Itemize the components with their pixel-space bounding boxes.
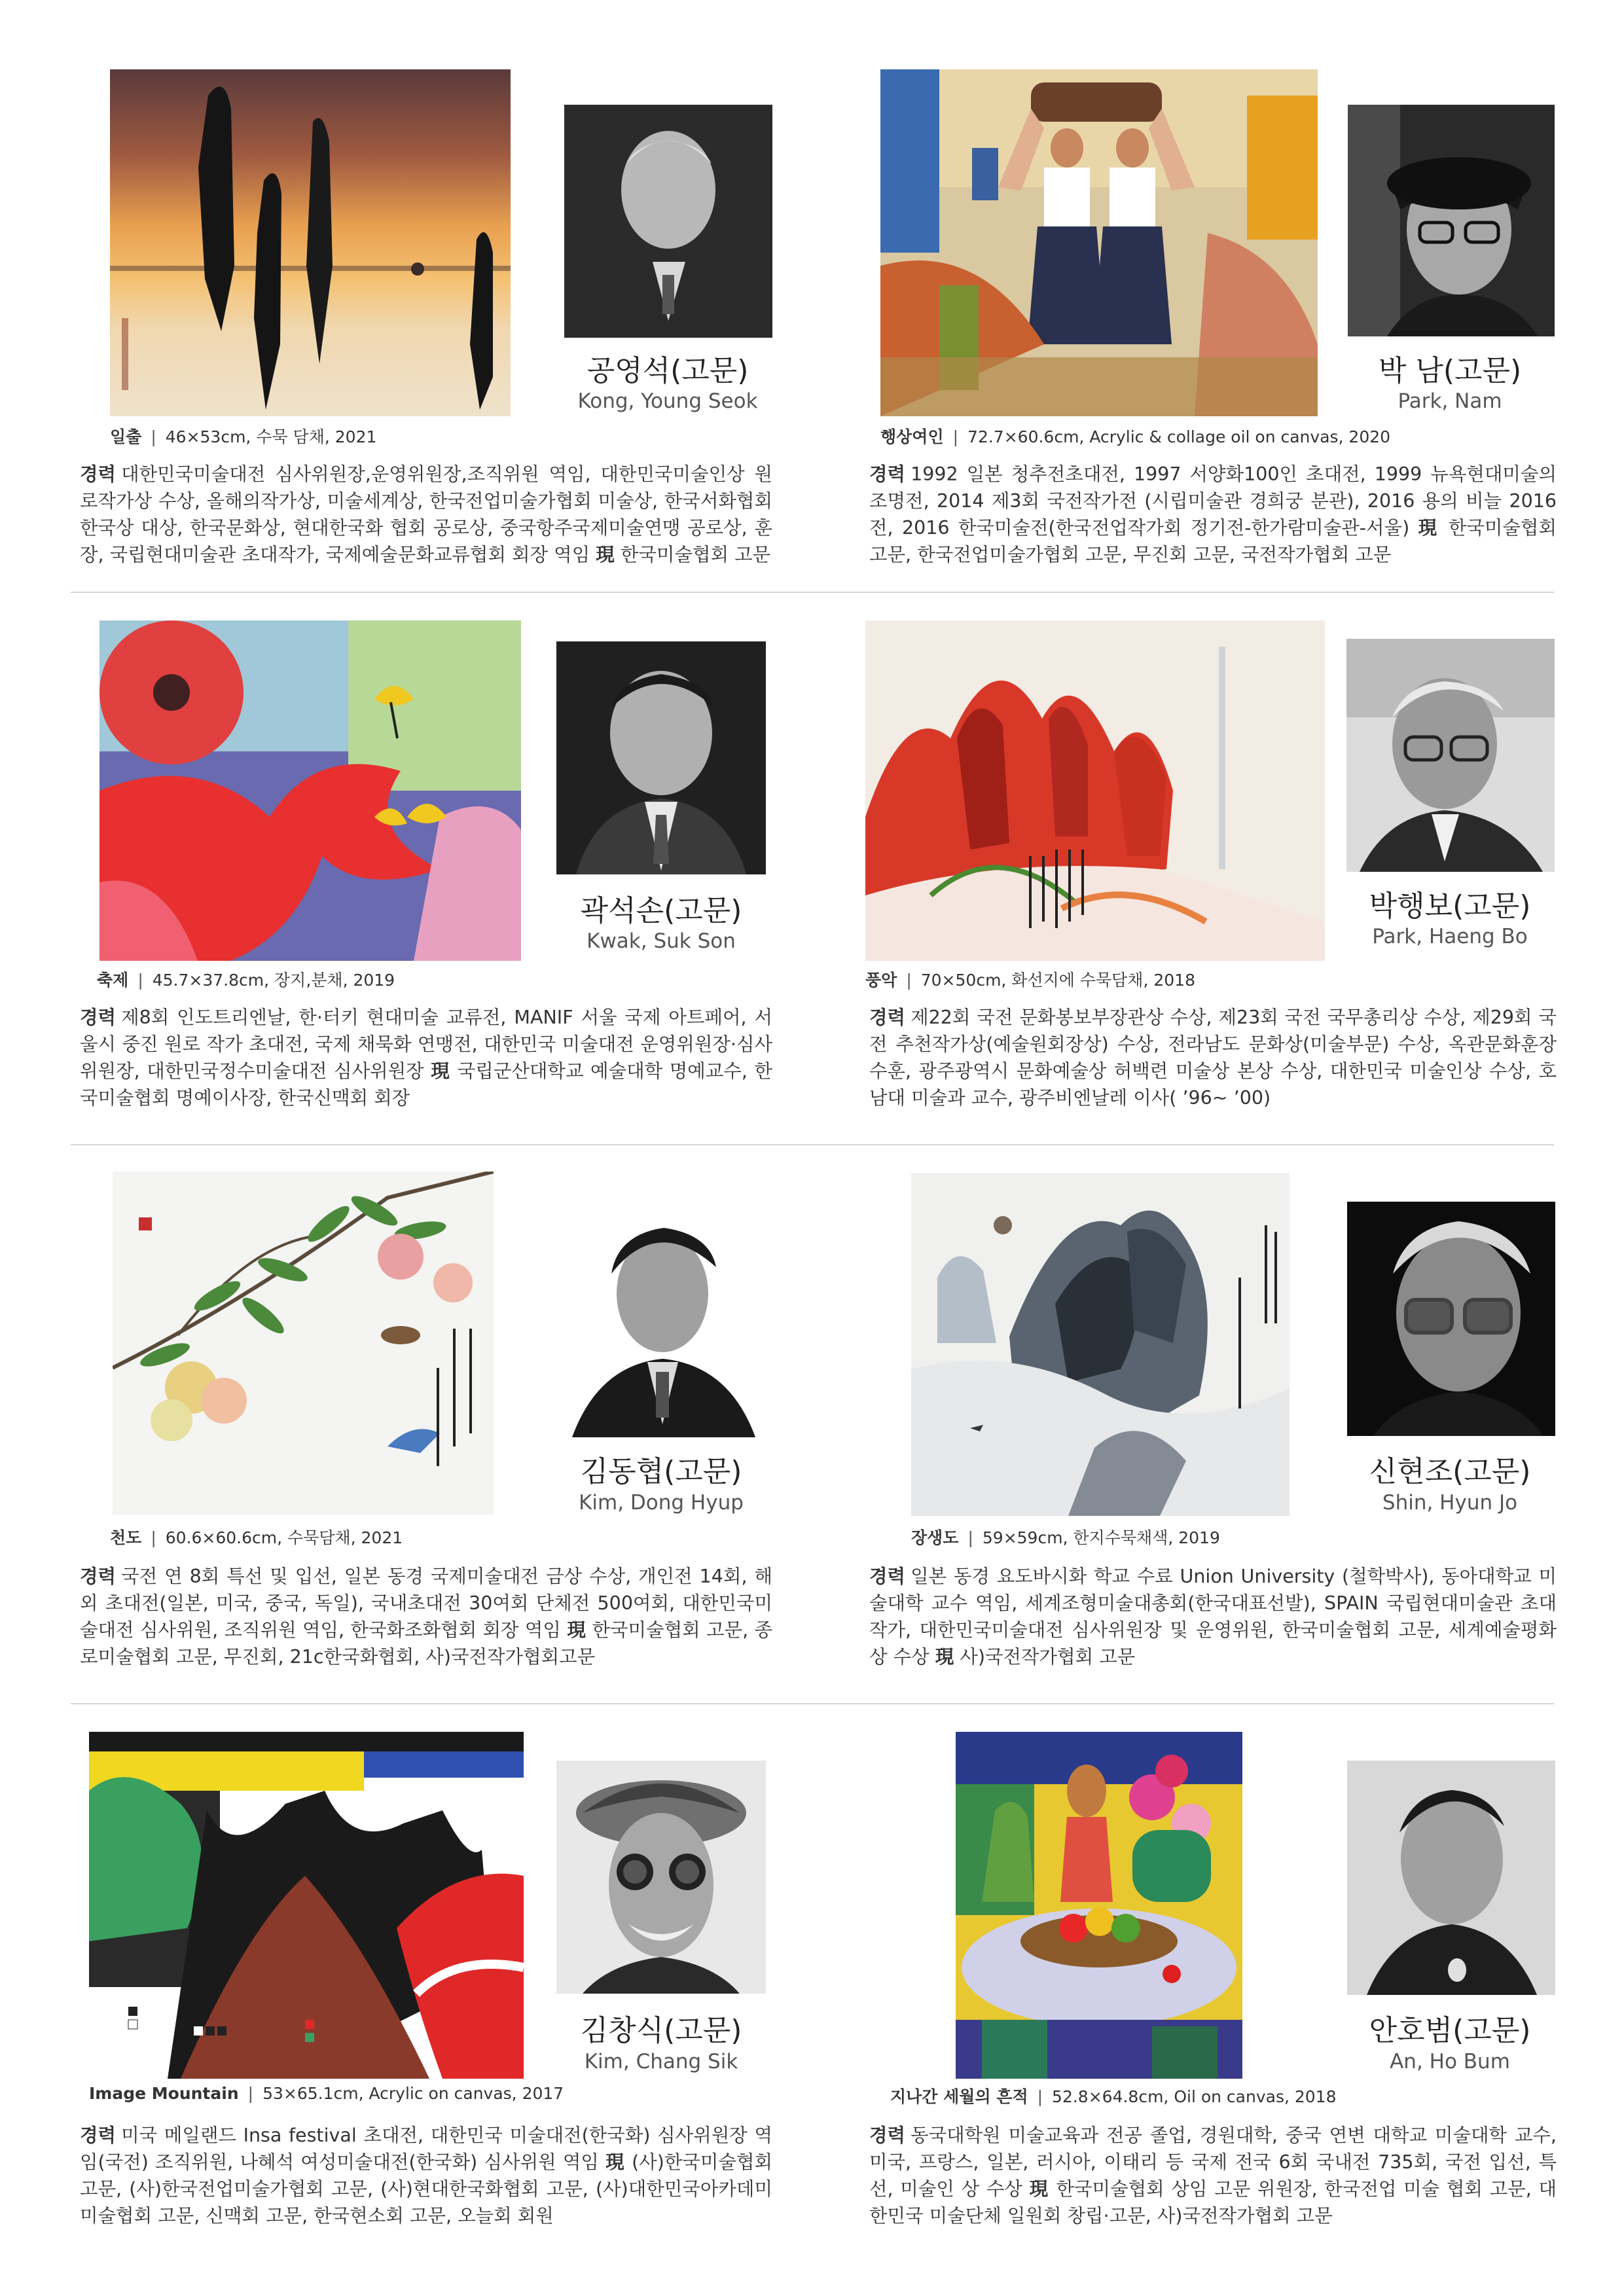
artist-name-en: Park, Nam [1398,389,1502,413]
career-label: 경력 [869,463,906,485]
career-text: 경력 일본 동경 요도바시화 학교 수료 Union University (철학박사), 동아대학교 미술대학 교수 역임, 세계조형미술대총회(한국대표선발), SPAIN 국립현대미술관 초대작가, 대한민국미술대전 심사위원장 및 운영위원, 한국미술협회 고문, 세계예술평화상 수상 現 사)국전작가협회 고문 [869,1566,1557,1668]
artist-name-ko: 곽석손(고문) [580,894,742,927]
artwork-info: 59×59cm, 한지수묵채색, 2019 [982,1528,1220,1547]
portrait-kong [564,105,772,338]
artist-name-ko: 신현조(고문) [1369,1455,1531,1488]
artist-name-ko: 김창식(고문) [580,2014,742,2047]
career-text: 경력 국전 연 8회 특선 및 입선, 일본 동경 국제미술대전 금상 수상, 개인전 14회, 해외 초대전(일본, 미국, 중국, 독일), 국내초대전 30여회 단체전 500여회, 대한민국미술대전 심사위원, 조직위원 역임, 한국화조화협회 회장 역임 現 한국미술협회 고문, 종로미술협회 고문, 무진회, 21c한국화협회, 사)국전작가협회고문 [80,1566,773,1668]
artwork-caption: Image Mountain | 53×65.1cm, Acrylic on canvas, 2017 [89,2084,564,2103]
artwork-sunrise [110,69,511,416]
artwork-info: 60.6×60.6cm, 수묵담채, 2021 [165,1528,403,1547]
artist-name-en: Kwak, Suk Son [586,929,736,953]
row-divider [71,1703,1554,1704]
artwork-info: 70×50cm, 화선지에 수묵담채, 2018 [920,971,1195,990]
artwork-title: 장생도 [911,1528,959,1547]
career-label: 경력 [80,463,117,485]
artist-name-en: Kim, Chang Sik [584,2050,738,2073]
artwork-festival [99,620,521,961]
artwork-title: Image Mountain [89,2084,239,2103]
artwork-title: 행상여인 [880,427,944,446]
artist-name-en: Kong, Young Seok [577,389,758,413]
career-label: 경력 [869,1566,906,1587]
artist-name-en: Shin, Hyun Jo [1382,1491,1518,1515]
portrait-shin-hyun-jo [1347,1202,1555,1436]
artwork-caption: 장생도 | 59×59cm, 한지수묵채색, 2019 [911,1528,1220,1547]
career-label: 경력 [869,1007,906,1028]
artwork-caption: 풍악 | 70×50cm, 화선지에 수묵담채, 2018 [865,971,1195,990]
artwork-info: 72.7×60.6cm, Acrylic & collage oil on canvas, 2020 [967,427,1391,446]
artwork-info: 52.8×64.8cm, Oil on canvas, 2018 [1052,2087,1337,2106]
artwork-peddler-women [880,69,1318,416]
artwork-caption: 축제 | 45.7×37.8cm, 장지,분채, 2019 [97,971,395,990]
artwork-info: 53×65.1cm, Acrylic on canvas, 2017 [262,2084,564,2103]
artist-name-en: An, Ho Bum [1390,2050,1510,2073]
portrait-kwak [556,641,766,874]
row-divider [71,1144,1554,1145]
artist-name-ko: 박행보(고문) [1369,889,1531,923]
artist-name-ko: 박 남(고문) [1378,354,1522,387]
career-label: 경력 [80,2125,117,2146]
career-text: 경력 1992 일본 청추전초대전, 1997 서양화100인 초대전, 1999 뉴욕현대미술의 조명전, 2014 제3회 국전작가전 (시립미술관 경희궁 분관), 2016 용의 비늘 2016전, 2016 한국미술전(한국전업작가회 정기전-한가람미술관-서울) 現 한국미술협회 고문, 한국전업미술가협회 고문, 무진회 고문, 국전작가협회 고문 [869,463,1557,565]
artist-name-en: Park, Haeng Bo [1372,925,1528,948]
artwork-info: 46×53cm, 수묵 담채, 2021 [165,427,377,446]
career-text: 경력 대한민국미술대전 심사위원장,운영위원장,조직위원 역임, 대한민국미술인상 원로작가상 수상, 올해의작가상, 미술세계상, 한국전업미술가협회 미술상, 한국서화협회 한국상 대상, 한국문화상, 현대한국화 협회 공로상, 중국항주국제미술연맹 공로상, 훈장, 국립현대미술관 초대작가, 국제예술문화교류협회 회장 역임 現 한국미술협회 고문 [80,463,772,565]
row-divider [71,592,1554,593]
artwork-caption: 천도 | 60.6×60.6cm, 수묵담채, 2021 [110,1528,403,1547]
artist-name-ko: 공영석(고문) [586,354,749,387]
artwork-image-mountain [89,1732,524,2079]
artwork-traces-of-time [956,1732,1242,2079]
artwork-title: 지나간 세월의 흔적 [890,2087,1028,2106]
artwork-title: 축제 [97,971,129,990]
portrait-park-nam [1348,105,1555,336]
artwork-pungak [865,620,1325,961]
artwork-caption: 일출 | 46×53cm, 수묵 담채, 2021 [110,427,377,446]
career-label: 경력 [869,2125,906,2146]
artwork-info: 45.7×37.8cm, 장지,분채, 2019 [152,971,395,990]
portrait-kim-dong-hyup [559,1202,766,1437]
career-label: 경력 [80,1007,117,1028]
career-text: 경력 미국 메일랜드 Insa festival 초대전, 대한민국 미술대전(한국화) 심사위원장 역임(국전) 조직위원, 나혜석 여성미술대전(한국화) 심사위원 역임 現 (사)한국미술협회 고문, (사)한국전업미술가협회 고문, (사)현대한국화협회 고문, (사)대한민국아카데미 미술협회 고문, 신맥회 고문, 한국현소회 고문, 오늘회 회원 [80,2125,773,2227]
artist-name-ko: 김동협(고문) [580,1455,742,1488]
artwork-jangsaengdo [911,1173,1290,1516]
portrait-an-ho-bum [1347,1761,1555,1995]
artwork-title: 일출 [110,427,142,446]
career-label: 경력 [80,1566,117,1587]
artwork-title: 풍악 [865,971,897,990]
career-text: 경력 동국대학원 미술교육과 전공 졸업, 경원대학, 중국 연변 대학교 미술대학 교수, 미국, 프랑스, 일본, 러시아, 이태리 등 국제 전국 6회 국내전 735회, 국전 입선, 특선, 미술인 상 수상 現 한국미술협회 상임 고문 위원장, 한국전업 미술 협회 고문, 대한민국 미술단체 일원회 창립·고문, 사)국전작가협회 고문 [869,2125,1557,2227]
career-text: 경력 제8회 인도트리엔날, 한·터키 현대미술 교류전, MANIF 서울 국제 아트페어, 서울시 중진 원로 작가 초대전, 국제 채묵화 연맹전, 대한민국 미술대전 운영위원장·심사위원장, 대한민국정수미술대전 심사위원장 現 국립군산대학교 예술대학 명예교수, 한국미술협회 명예이사장, 한국신맥회 회장 [80,1007,772,1109]
portrait-park-haeng-bo [1346,639,1555,872]
artist-name-en: Kim, Dong Hyup [579,1491,744,1515]
artwork-caption: 행상여인 | 72.7×60.6cm, Acrylic & collage oil on canvas, 2020 [880,427,1391,446]
artwork-peaches [113,1172,494,1515]
career-text: 경력 제22회 국전 문화봉보부장관상 수상, 제23회 국전 국무총리상 수상, 제29회 국전 추천작가상(예술원회장상) 수상, 전라남도 문화상(미술부문) 수상, 옥관문화훈장 수훈, 광주광역시 문화예술상 허백련 미술상 본상 수상, 대한민국 미술인상 수상, 호남대 미술과 교수, 광주비엔날레 이사( ’96~ ’00) [869,1007,1557,1109]
artwork-caption: 지나간 세월의 흔적 | 52.8×64.8cm, Oil on canvas, 2018 [890,2087,1337,2106]
artist-name-ko: 안호범(고문) [1369,2014,1531,2047]
portrait-kim-chang-sik [556,1761,766,1994]
artwork-title: 천도 [110,1528,142,1547]
